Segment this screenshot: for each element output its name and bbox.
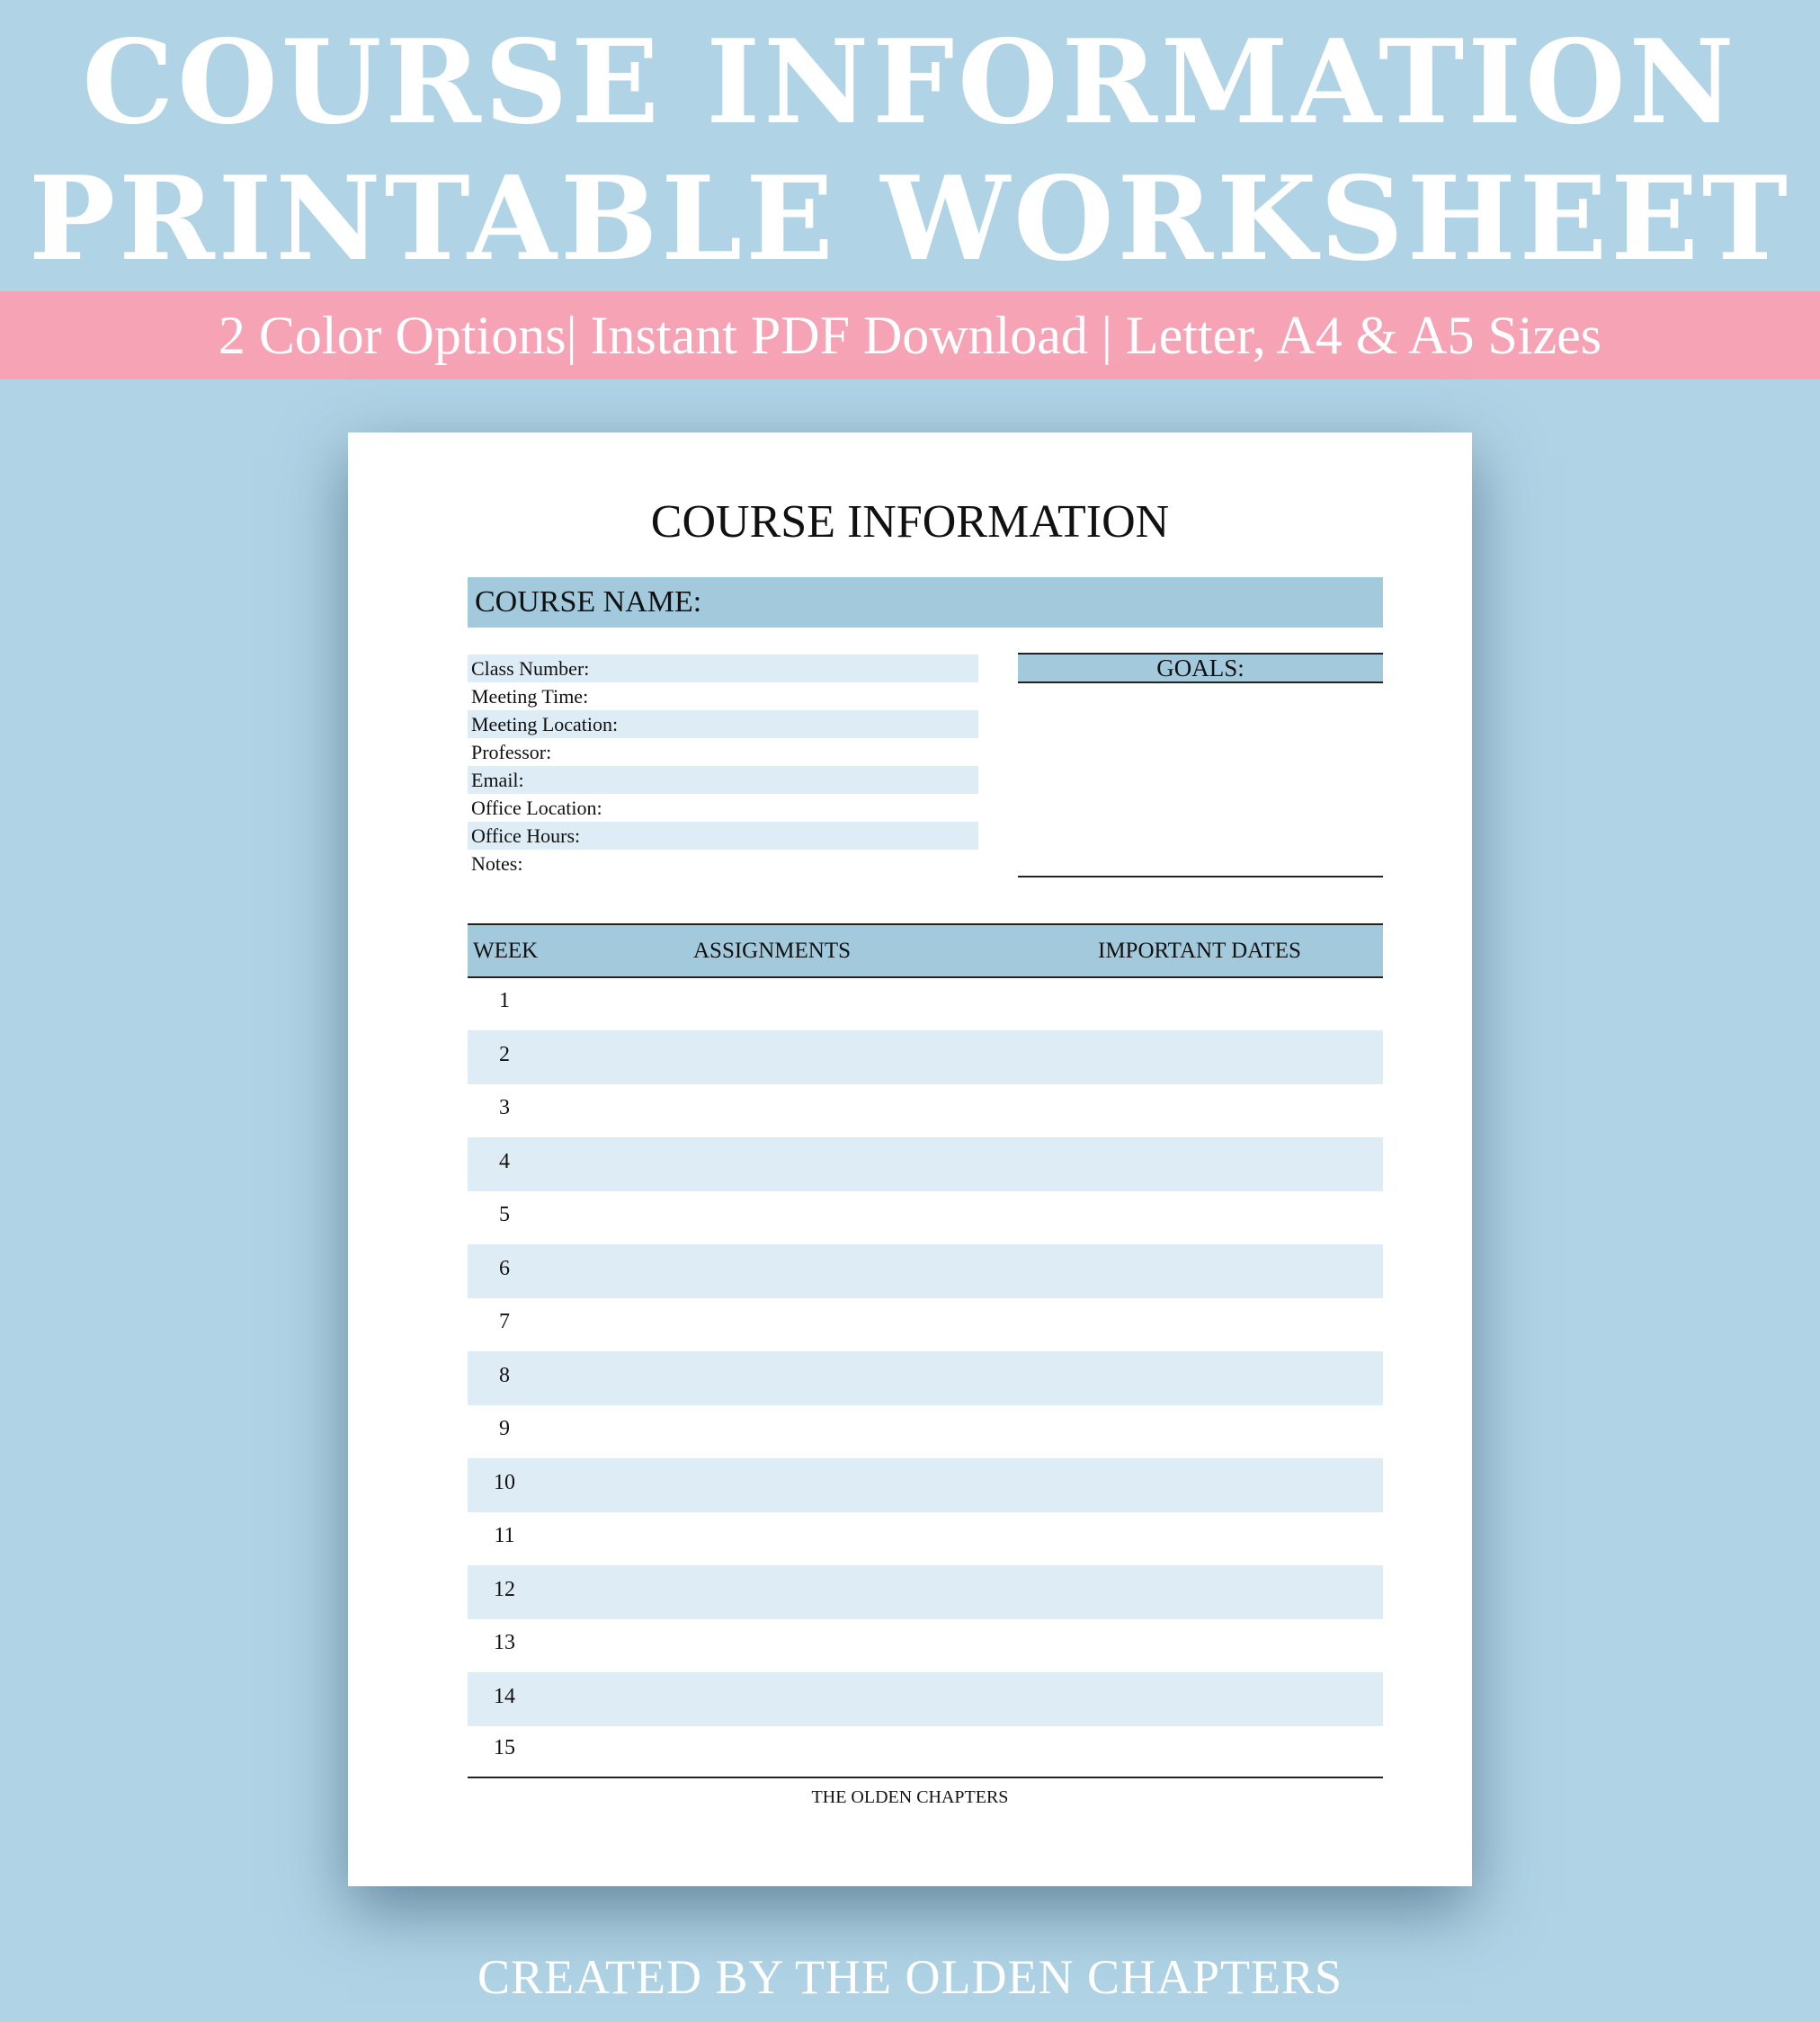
week-number: 13 <box>494 1631 515 1654</box>
worksheet-title: COURSE INFORMATION <box>650 496 1170 548</box>
creator-credit: CREATED BY THE OLDEN CHAPTERS <box>477 1950 1343 2004</box>
hero-title-line1: COURSE INFORMATION <box>82 15 1738 150</box>
info-row-professor <box>468 738 978 766</box>
table-row <box>468 1458 1383 1512</box>
week-number: 15 <box>494 1736 515 1759</box>
table-bottom-rule <box>468 1777 1383 1778</box>
info-label: Class Number: <box>471 657 590 680</box>
week-number: 6 <box>499 1257 510 1280</box>
info-row-email <box>468 766 978 794</box>
table-row <box>468 976 1383 1030</box>
features-banner: 2 Color Options| Instant PDF Download | Letter, A4 & A5 Sizes <box>0 291 1820 379</box>
info-label: Notes: <box>471 852 523 875</box>
week-column-header: WEEK <box>473 939 539 963</box>
table-row <box>468 1565 1383 1619</box>
course-name-label: COURSE NAME: <box>475 585 702 619</box>
info-row-notes <box>468 850 978 877</box>
table-row <box>468 1404 1383 1458</box>
info-label: Professor: <box>471 741 552 763</box>
goals-bottom-rule <box>1018 876 1383 877</box>
table-row <box>468 1244 1383 1298</box>
assignments-column-header: ASSIGNMENTS <box>693 939 852 963</box>
hero-title-line2: PRINTABLE WORKSHEET <box>29 152 1791 287</box>
info-label: Meeting Time: <box>471 685 589 708</box>
week-number: 11 <box>494 1524 515 1547</box>
table-row <box>468 1190 1383 1244</box>
week-number: 7 <box>499 1310 510 1333</box>
table-row <box>468 1724 1383 1777</box>
worksheet-footer: THE OLDEN CHAPTERS <box>811 1787 1009 1807</box>
table-row <box>468 1351 1383 1405</box>
week-number: 10 <box>494 1471 515 1494</box>
week-number: 1 <box>499 989 510 1012</box>
important-dates-column-header: IMPORTANT DATES <box>1098 939 1301 963</box>
week-number: 4 <box>499 1150 510 1173</box>
week-number: 2 <box>499 1043 510 1066</box>
week-number: 8 <box>499 1364 510 1387</box>
course-name-field <box>468 577 1383 628</box>
info-label: Office Location: <box>471 797 602 819</box>
info-row-office-hours <box>468 822 978 850</box>
table-row <box>468 1083 1383 1137</box>
info-row-meeting-location <box>468 710 978 738</box>
info-label: Office Hours: <box>471 824 581 847</box>
week-number: 5 <box>499 1203 510 1226</box>
info-row-office-location <box>468 794 978 822</box>
table-row <box>468 1030 1383 1084</box>
worksheet-page <box>348 432 1472 1886</box>
table-row <box>468 1511 1383 1565</box>
table-row <box>468 1137 1383 1191</box>
goals-header: GOALS: <box>1018 653 1383 683</box>
week-number: 3 <box>499 1096 510 1119</box>
week-number: 14 <box>494 1685 515 1708</box>
table-row <box>468 1297 1383 1351</box>
info-row-class-number <box>468 655 978 682</box>
week-number: 9 <box>499 1417 510 1440</box>
table-row <box>468 1618 1383 1672</box>
info-label: Email: <box>471 769 524 791</box>
info-row-meeting-time <box>468 682 978 710</box>
schedule-table-header <box>468 923 1383 978</box>
week-number: 12 <box>494 1578 515 1601</box>
table-row <box>468 1672 1383 1726</box>
info-label: Meeting Location: <box>471 713 619 735</box>
